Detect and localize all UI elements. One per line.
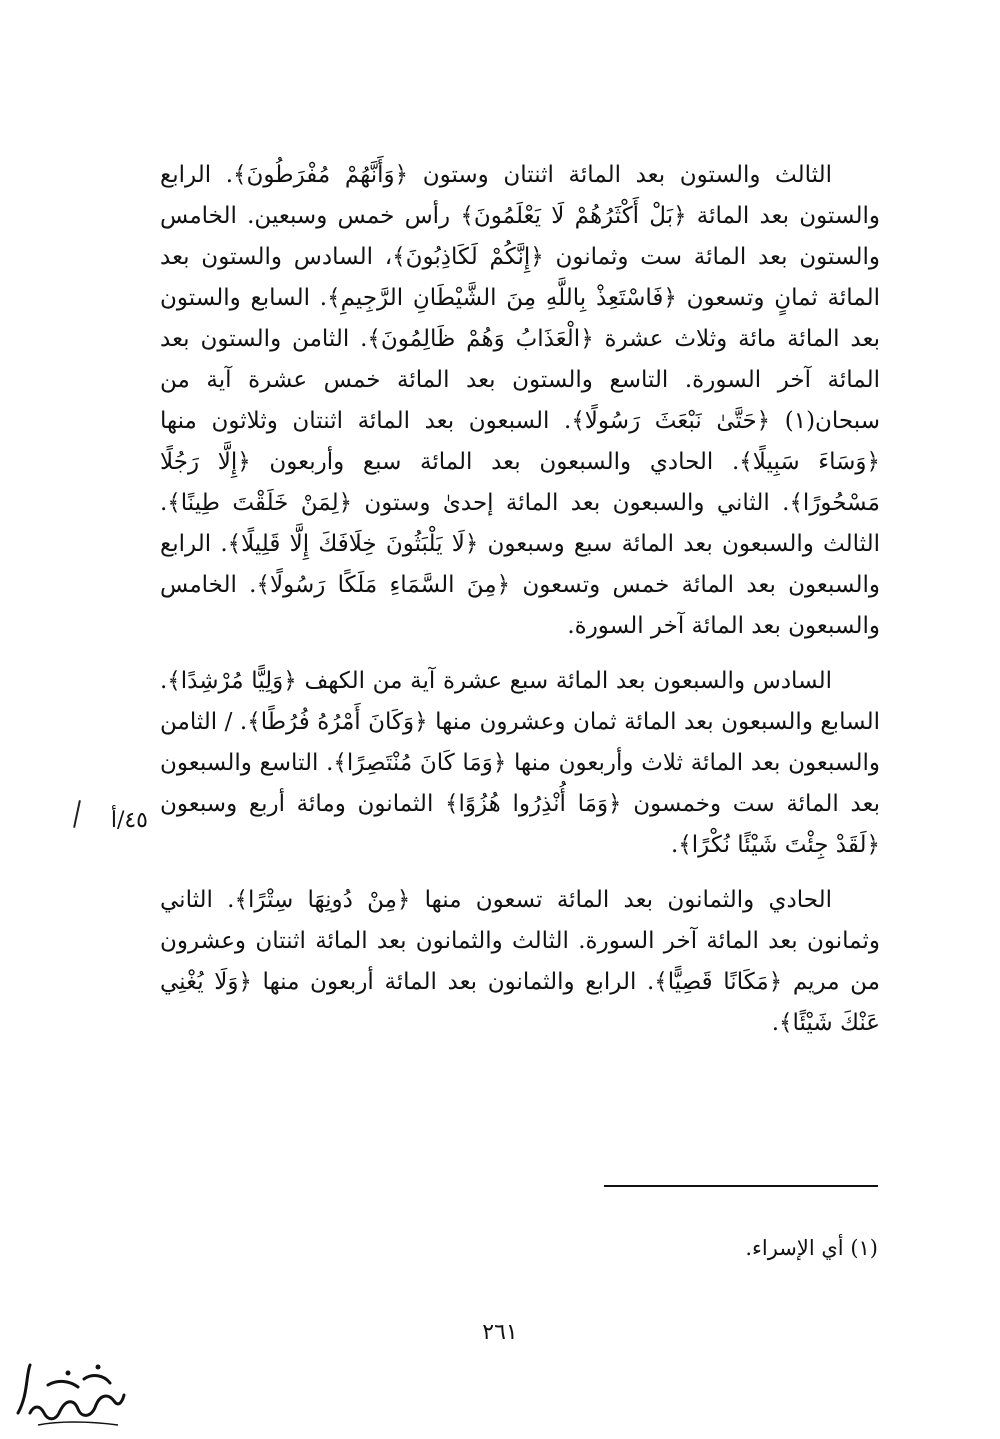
paragraph-3: الحادي والثمانون بعد المائة تسعون منها ﴿مِنْ دُونِهَا سِتْرًا﴾. الثاني وثمانون بعد المائة آخر السورة. الثالث والثمانون بعد المائة اثنتان وعشرون من مريم ﴿مَكَانًا قَصِيًّا﴾. الرابع والثمانون بعد المائة أربعون منها ﴿وَلَا يُغْنِي عَنْكَ شَيْئًا﴾.	[160, 887, 880, 1036]
paragraph-2: السادس والسبعون بعد المائة سبع عشرة آية من الكهف ﴿وَلِيًّا مُرْشِدًا﴾. السابع والسبعون بعد المائة ثمان وعشرون منها ﴿وَكَانَ أَمْرُهُ فُرُطًا﴾. / الثامن والسبعون بعد المائة ثلاث وأربعون منها ﴿وَمَا كَانَ مُنْتَصِرًا﴾. التاسع والسبعون بعد المائة ست وخمسون ﴿وَمَا أُنْذِرُوا هُزُوًا﴾ الثمانون ومائة أربع وسبعون ﴿لَقَدْ جِئْتَ شَيْئًا نُكْرًا﴾.	[160, 668, 880, 858]
footnote-divider	[604, 1185, 878, 1187]
footnote: (١) أي الإسراء.	[745, 1236, 878, 1260]
page-number: ٢٦١	[482, 1320, 518, 1345]
main-text	[160, 155, 880, 1044]
margin-folio-note: ٤٥/أ	[110, 808, 148, 833]
paragraph-1: الثالث والستون بعد المائة اثنتان وستون ﴿وَأَنَّهُمْ مُفْرَطُونَ﴾. الرابع والستون بعد المائة ﴿بَلْ أَكْثَرُهُمْ لَا يَعْلَمُونَ﴾ رأس خمس وسبعين. الخامس والستون بعد المائة ست وثمانون ﴿إِنَّكُمْ لَكَاذِبُونَ﴾، السادس والستون بعد المائة ثمانٍ وتسعون ﴿فَاسْتَعِذْ بِاللَّهِ مِنَ الشَّيْطَانِ الرَّجِيمِ﴾. السابع والستون بعد المائة مائة وثلاث عشرة ﴿الْعَذَابُ وَهُمْ ظَالِمُونَ﴾. الثامن والستون بعد المائة آخر السورة. التاسع والستون بعد المائة خمس عشرة آية من سبحان(١) ﴿حَتَّىٰ نَبْعَثَ رَسُولًا﴾. السبعون بعد المائة اثنتان وثلاثون منها ﴿وَسَاءَ سَبِيلًا﴾. الحادي والسبعون بعد المائة سبع وأربعون ﴿إِلَّا رَجُلًا مَسْحُورًا﴾. الثاني والسبعون بعد المائة إحدىٰ وستون ﴿لِمَنْ خَلَقْتَ طِينًا﴾. الثالث والسبعون بعد المائة سبع وسبعون ﴿لَا يَلْبَثُونَ خِلَافَكَ إِلَّا قَلِيلًا﴾. الرابع والسبعون بعد المائة خمس وتسعون ﴿مِنَ السَّمَاءِ مَلَكًا رَسُولًا﴾. الخامس والسبعون بعد المائة آخر السورة.	[160, 162, 880, 639]
calligraphy-stamp-icon	[8, 1355, 133, 1430]
